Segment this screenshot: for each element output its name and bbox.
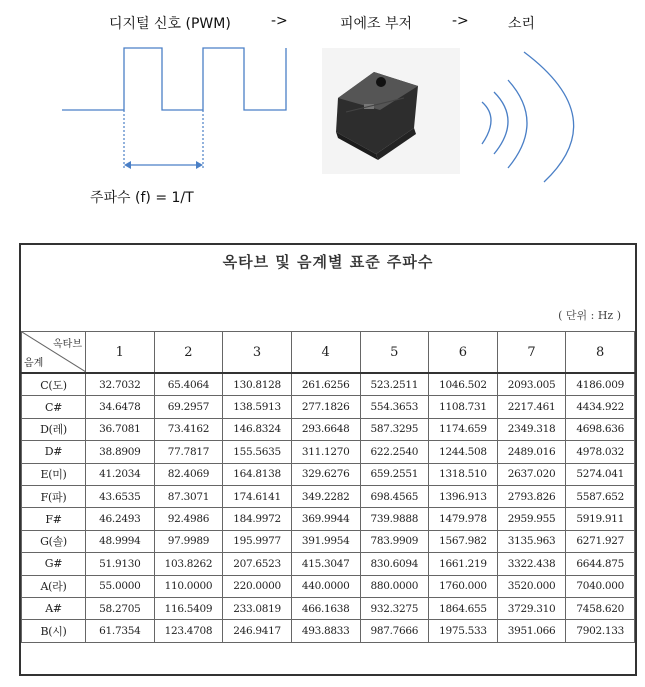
frequency-cell: 41.2034 [86, 463, 155, 485]
table-row [22, 441, 635, 463]
frequency-cell: 7902.133 [566, 620, 635, 642]
frequency-cell: 1046.502 [429, 373, 498, 396]
header-octave-3: 3 [223, 332, 292, 374]
buzzer-label: 피에조 부저 [340, 16, 413, 32]
frequency-cell: 69.2957 [154, 396, 223, 418]
frequency-cell: 87.3071 [154, 485, 223, 507]
note-name-cell: B(시) [22, 620, 86, 642]
period-arrow-head-right [196, 161, 203, 169]
frequency-cell: 51.9130 [86, 553, 155, 575]
frequency-cell: 4978.032 [566, 441, 635, 463]
table-row [22, 485, 635, 507]
table-unit: ( 단위 : Hz ) [558, 309, 621, 322]
frequency-cell: 311.1270 [291, 441, 360, 463]
frequency-cell: 369.9944 [291, 508, 360, 530]
frequency-table-panel [19, 243, 637, 676]
frequency-cell: 2349.318 [497, 418, 566, 440]
table-row [22, 463, 635, 485]
frequency-cell: 6644.875 [566, 553, 635, 575]
frequency-cell: 1760.000 [429, 575, 498, 597]
header-octave-1: 1 [86, 332, 155, 374]
frequency-cell: 97.9989 [154, 530, 223, 552]
frequency-cell: 493.8833 [291, 620, 360, 642]
frequency-cell: 293.6648 [291, 418, 360, 440]
note-name-cell: C# [22, 396, 86, 418]
frequency-cell: 277.1826 [291, 396, 360, 418]
note-name-cell: G# [22, 553, 86, 575]
frequency-cell: 6271.927 [566, 530, 635, 552]
frequency-cell: 554.3653 [360, 396, 429, 418]
table-row [22, 396, 635, 418]
frequency-cell: 246.9417 [223, 620, 292, 642]
frequency-cell: 329.6276 [291, 463, 360, 485]
note-name-cell: C(도) [22, 373, 86, 396]
table-row [22, 418, 635, 440]
frequency-cell: 2217.461 [497, 396, 566, 418]
frequency-cell: 1479.978 [429, 508, 498, 530]
table-row [22, 575, 635, 597]
table-row [22, 508, 635, 530]
header-octave-5: 5 [360, 332, 429, 374]
arrow-1: -> [271, 13, 288, 29]
signal-label: 디지털 신호 (PWM) [109, 16, 231, 32]
frequency-cell: 622.2540 [360, 441, 429, 463]
frequency-cell: 391.9954 [291, 530, 360, 552]
sound-label: 소리 [508, 16, 536, 32]
frequency-cell: 2793.826 [497, 485, 566, 507]
frequency-cell: 932.3275 [360, 597, 429, 619]
header-corner-cell [22, 332, 86, 374]
frequency-cell: 34.6478 [86, 396, 155, 418]
frequency-cell: 46.2493 [86, 508, 155, 530]
frequency-cell: 32.7032 [86, 373, 155, 396]
period-arrow-head-left [124, 161, 131, 169]
pwm-waveform [62, 48, 286, 110]
frequency-cell: 146.8324 [223, 418, 292, 440]
table-row [22, 620, 635, 642]
frequency-cell: 103.8262 [154, 553, 223, 575]
frequency-formula: 주파수 (f) = 1/T [90, 190, 194, 206]
frequency-cell: 110.0000 [154, 575, 223, 597]
frequency-cell: 1864.655 [429, 597, 498, 619]
frequency-cell: 155.5635 [223, 441, 292, 463]
frequency-cell: 1567.982 [429, 530, 498, 552]
frequency-cell: 164.8138 [223, 463, 292, 485]
frequency-cell: 5274.041 [566, 463, 635, 485]
frequency-cell: 82.4069 [154, 463, 223, 485]
frequency-cell: 4186.009 [566, 373, 635, 396]
frequency-cell: 1244.508 [429, 441, 498, 463]
frequency-cell: 5587.652 [566, 485, 635, 507]
frequency-cell: 4698.636 [566, 418, 635, 440]
frequency-cell: 3951.066 [497, 620, 566, 642]
note-name-cell: D# [22, 441, 86, 463]
header-octave-7: 7 [497, 332, 566, 374]
frequency-cell: 1318.510 [429, 463, 498, 485]
frequency-cell: 1975.533 [429, 620, 498, 642]
header-octave-2: 2 [154, 332, 223, 374]
frequency-cell: 116.5409 [154, 597, 223, 619]
frequency-cell: 698.4565 [360, 485, 429, 507]
table-header-row [22, 332, 635, 374]
frequency-cell: 3729.310 [497, 597, 566, 619]
frequency-cell: 349.2282 [291, 485, 360, 507]
frequency-cell: 36.7081 [86, 418, 155, 440]
arrow-2: -> [452, 13, 469, 29]
frequency-cell: 3520.000 [497, 575, 566, 597]
frequency-cell: 261.6256 [291, 373, 360, 396]
frequency-cell: 4434.922 [566, 396, 635, 418]
frequency-cell: 783.9909 [360, 530, 429, 552]
frequency-cell: 1174.659 [429, 418, 498, 440]
table-row [22, 553, 635, 575]
frequency-cell: 38.8909 [86, 441, 155, 463]
table-body [22, 373, 635, 642]
frequency-cell: 130.8128 [223, 373, 292, 396]
frequency-cell: 77.7817 [154, 441, 223, 463]
frequency-cell: 830.6094 [360, 553, 429, 575]
frequency-cell: 3322.438 [497, 553, 566, 575]
frequency-cell: 1396.913 [429, 485, 498, 507]
table-row [22, 373, 635, 396]
frequency-cell: 61.7354 [86, 620, 155, 642]
frequency-cell: 2489.016 [497, 441, 566, 463]
frequency-cell: 58.2705 [86, 597, 155, 619]
note-name-cell: E(미) [22, 463, 86, 485]
frequency-cell: 2093.005 [497, 373, 566, 396]
header-octave-4: 4 [291, 332, 360, 374]
frequency-cell: 5919.911 [566, 508, 635, 530]
frequency-cell: 138.5913 [223, 396, 292, 418]
frequency-cell: 880.0000 [360, 575, 429, 597]
note-name-cell: A# [22, 597, 86, 619]
frequency-cell: 220.0000 [223, 575, 292, 597]
header-octave-6: 6 [429, 332, 498, 374]
frequency-cell: 123.4708 [154, 620, 223, 642]
sound-waves [482, 52, 574, 182]
frequency-cell: 55.0000 [86, 575, 155, 597]
frequency-cell: 7458.620 [566, 597, 635, 619]
note-name-cell: G(솔) [22, 530, 86, 552]
corner-note-label: 음계 [24, 358, 44, 369]
note-name-cell: F(파) [22, 485, 86, 507]
frequency-cell: 466.1638 [291, 597, 360, 619]
frequency-cell: 415.3047 [291, 553, 360, 575]
frequency-cell: 184.9972 [223, 508, 292, 530]
frequency-cell: 1108.731 [429, 396, 498, 418]
frequency-table [21, 331, 635, 643]
piezo-buzzer-image [322, 48, 460, 174]
note-name-cell: D(레) [22, 418, 86, 440]
table-row [22, 597, 635, 619]
corner-octave-label: 옥타브 [53, 339, 82, 350]
frequency-cell: 739.9888 [360, 508, 429, 530]
note-name-cell: A(라) [22, 575, 86, 597]
frequency-cell: 73.4162 [154, 418, 223, 440]
frequency-cell: 48.9994 [86, 530, 155, 552]
table-title: 옥타브 및 음계별 표준 주파수 [222, 253, 434, 271]
frequency-cell: 587.3295 [360, 418, 429, 440]
frequency-cell: 1661.219 [429, 553, 498, 575]
header-octave-8: 8 [566, 332, 635, 374]
table-row [22, 530, 635, 552]
frequency-cell: 65.4064 [154, 373, 223, 396]
frequency-cell: 174.6141 [223, 485, 292, 507]
frequency-cell: 2637.020 [497, 463, 566, 485]
frequency-cell: 92.4986 [154, 508, 223, 530]
frequency-cell: 195.9977 [223, 530, 292, 552]
frequency-cell: 43.6535 [86, 485, 155, 507]
frequency-cell: 207.6523 [223, 553, 292, 575]
frequency-cell: 3135.963 [497, 530, 566, 552]
frequency-cell: 2959.955 [497, 508, 566, 530]
frequency-cell: 523.2511 [360, 373, 429, 396]
frequency-cell: 233.0819 [223, 597, 292, 619]
frequency-cell: 987.7666 [360, 620, 429, 642]
frequency-cell: 7040.000 [566, 575, 635, 597]
note-name-cell: F# [22, 508, 86, 530]
frequency-cell: 659.2551 [360, 463, 429, 485]
frequency-cell: 440.0000 [291, 575, 360, 597]
